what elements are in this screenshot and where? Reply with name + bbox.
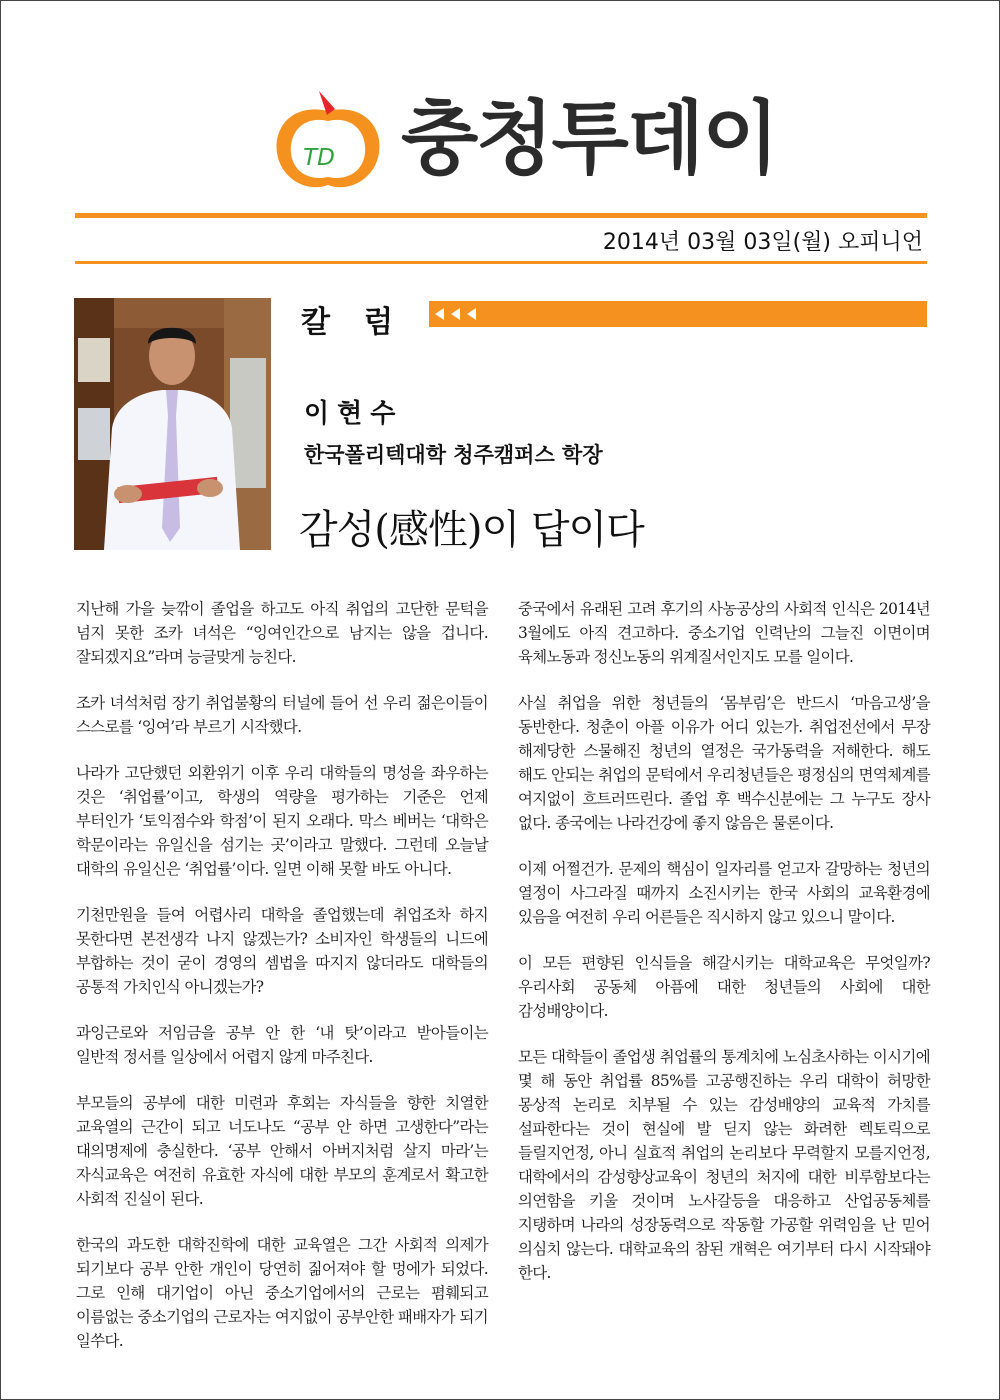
- paragraph: 사실 취업을 위한 청년들의 ‘몸부림’은 반드시 ‘마음고생’을 동반한다. 청춘이 아플 이유가 어디 있는가. 취업전선에서 무장 해제당한 스물해진 청년의 열정은 국가동력을 저해한다. 해도 해도 안되는 취업의 문턱에서 우리청년들은 평정심의 면역체계를 여지없이 흐트러뜨린다. 졸업 후 백수신분에는 그 누구도 장사 없다. 종국에는 나라건강에 좋지 않음은 물론이다.: [518, 694, 930, 832]
- article-headline: 감성(感性)이 답이다: [299, 507, 644, 553]
- paragraph: 한국의 과도한 대학진학에 대한 교육열은 그간 사회적 의제가 되기보다 공부 안한 개인이 당연히 짊어져야 할 멍에가 되었다. 그로 인해 대기업이 아닌 중소기업에서의 근로는 폄훼되고 이름없는 중소기업의 근로자는 여지없이 공부안한 패배자가 되기 일쑤다.: [76, 1236, 488, 1350]
- apple-logo-icon: [269, 89, 387, 195]
- arrow-left-icon: [451, 308, 460, 320]
- masthead-top-rule: [75, 213, 927, 218]
- paragraph: 이제 어쩔건가. 문제의 핵심이 일자리를 얻고자 갈망하는 청년의 열정이 사그라질 때까지 소진시키는 한국 사회의 교육환경에 있음을 여전히 우리 어른들은 직시하지 않고 있으니 말이다.: [518, 860, 930, 926]
- paragraph: 기천만원을 들여 어렵사리 대학을 졸업했는데 취업조차 하지 못한다면 본전생각 나지 않겠는가? 소비자인 학생들의 니드에 부합하는 것이 굳이 경영의 셈법을 따지지 않더라도 대학들의 공통적 가치인식 아니겠는가?: [76, 906, 488, 996]
- author-name: 이현수: [304, 399, 404, 429]
- arrow-left-icon: [435, 308, 444, 320]
- paragraph: 과잉근로와 저임금을 공부 안 한 ‘내 탓’이라고 받아들이는 일반적 정서를 일상에서 어렵지 않게 마주친다.: [76, 1024, 488, 1066]
- paragraph: 모든 대학들이 졸업생 취업률의 통계치에 노심초사하는 이시기에 몇 해 동안 취업률 85%를 고공행진하는 우리 대학이 허망한 몽상적 논리로 치부될 수 있는 감성배양의 교육적 가치를 설파한다는 것이 현실에 발 딛지 않는 화려한 렉토릭으로 들릴지언정, 아니 실효적 취업의 논리보다 무력할지 모를지언정, 대학에서의 감성향상교육이 청년의 처지에 대한 비루함보다는 의연함을 키울 것이며 노사갈등을 대응하고 산업공동체를 지탱하며 나라의 성장동력으로 작동할 가공할 위력임을 난 믿어 의심치 않는다. 대학교육의 참된 개혁은 여기부터 다시 시작돼야 한다.: [518, 1048, 930, 1282]
- article-column-right: [518, 597, 930, 1307]
- paragraph: 나라가 고단했던 외환위기 이후 우리 대학들의 명성을 좌우하는 것은 ‘취업률’이고, 학생의 역량을 평가하는 기준은 언제 부터인가 ‘토익점수와 학점’이 된지 오래다. 막스 베버는 ‘대학은 학문이라는 유일신을 섬기는 곳’이라고 말했다. 그런데 오늘날 대학의 유일신은 ‘취업률’이다. 일면 이해 못할 바도 아니다.: [76, 764, 488, 878]
- paragraph: 중국에서 유래된 고려 후기의 사농공상의 사회적 인식은 2014년 3월에도 아직 견고하다. 중소기업 인력난의 그늘진 이면이며 육체노동과 정신노동의 위계질서인지도 모를 일이다.: [518, 600, 930, 666]
- masthead-logo: [269, 89, 778, 195]
- paragraph: 이 모든 편향된 인식들을 해갈시키는 대학교육은 무엇일까? 우리사회 공동체 아픔에 대한 청년들의 사회에 대한 감성배양이다.: [518, 954, 930, 1020]
- paragraph: 부모들의 공부에 대한 미련과 후회는 자식들을 향한 치열한 교육열의 근간이 되고 너도나도 “공부 안 하면 고생한다”라는 대의명제에 충실한다. ‘공부 안해서 아버지처럼 살지 마라’는 자식교육은 여전히 유효한 자식에 대한 부모의 훈계로서 확고한 사회적 진실이 된다.: [76, 1094, 488, 1208]
- article-column-left: [76, 597, 488, 1375]
- column-label: 칼럼: [301, 305, 427, 340]
- logo-initials: TD: [303, 145, 335, 171]
- arrow-left-icon: [467, 308, 476, 320]
- masthead-bottom-rule: [75, 261, 927, 264]
- author-title: 한국폴리텍대학 청주캠퍼스 학장: [304, 443, 603, 467]
- paragraph: 지난해 가을 늦깎이 졸업을 하고도 아직 취업의 고단한 문턱을 넘지 못한 조카 녀석은 “잉여인간으로 남지는 않을 겁니다. 잘되겠지요”라며 능글맞게 능친다.: [76, 600, 488, 666]
- author-photo: [74, 298, 271, 550]
- dateline: 2014년 03월 03일(월) 오피니언: [602, 230, 923, 255]
- newspaper-name: 충청투데이: [401, 92, 778, 185]
- column-bar: [429, 301, 927, 327]
- paragraph: 조카 녀석처럼 장기 취업불황의 터널에 들어 선 우리 젊은이들이 스스로를 ‘잉여’라 부르기 시작했다.: [76, 694, 488, 736]
